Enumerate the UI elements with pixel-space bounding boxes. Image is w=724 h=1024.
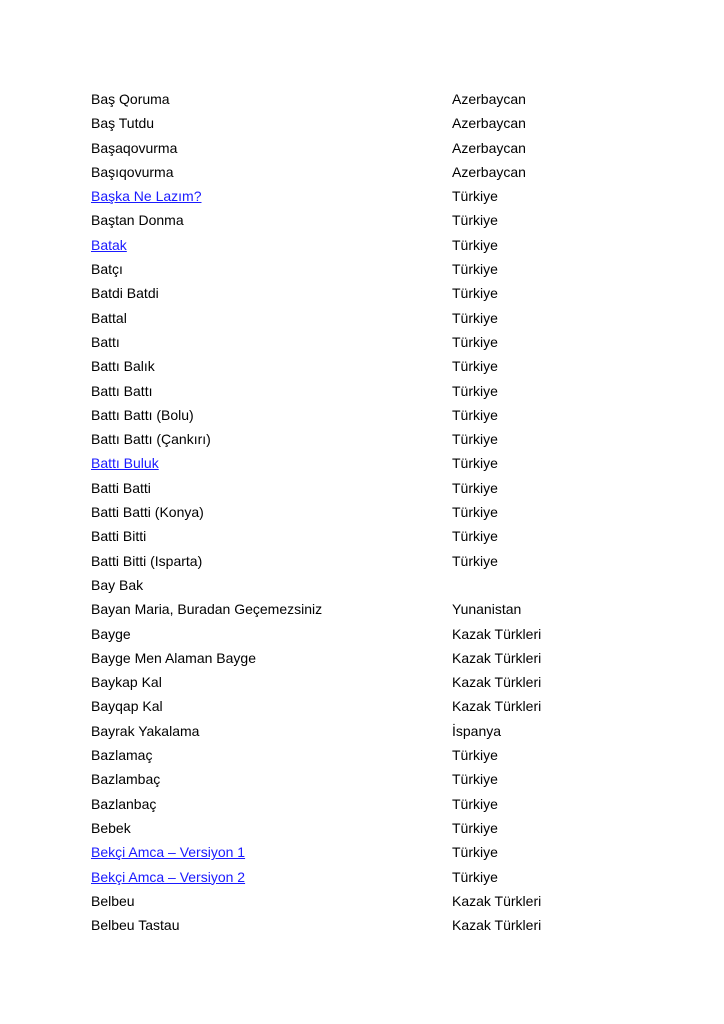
game-country: Türkiye — [452, 504, 498, 521]
game-country: Türkiye — [452, 188, 498, 205]
game-name: Baştan Donma — [91, 212, 184, 229]
list-row — [91, 792, 611, 816]
list-row — [91, 913, 611, 937]
game-name: Batçı — [91, 261, 123, 278]
list-row — [91, 597, 611, 621]
game-name: Başıqovurma — [91, 163, 174, 180]
game-name: Batti Bitti (Isparta) — [91, 552, 203, 569]
game-country: Azerbaycan — [452, 163, 526, 180]
game-name: Belbeu Tastau — [91, 917, 180, 934]
game-country: Türkiye — [452, 455, 498, 472]
game-name: Bazlambaç — [91, 771, 161, 788]
list-row — [91, 111, 611, 135]
game-name-link[interactable]: Batak — [91, 236, 127, 253]
game-name: Batdi Batdi — [91, 285, 159, 302]
game-name: Bayrak Yakalama — [91, 722, 200, 739]
game-name: Bayan Maria, Buradan Geçemezsiniz — [91, 601, 323, 618]
game-country: İspanya — [452, 722, 502, 739]
list-row — [91, 694, 611, 718]
game-name: Başaqovurma — [91, 139, 178, 156]
game-name: Batti Batti (Konya) — [91, 504, 204, 521]
game-name: Bazlamaç — [91, 747, 153, 764]
list-row — [91, 184, 611, 208]
game-country: Türkiye — [452, 479, 498, 496]
list-row — [91, 136, 611, 160]
game-country: Türkiye — [452, 236, 498, 253]
game-country: Türkiye — [452, 285, 498, 302]
game-list — [91, 87, 611, 937]
game-name: Batti Batti — [91, 479, 151, 496]
game-name: Battı Balık — [91, 358, 155, 375]
list-row — [91, 281, 611, 305]
list-row — [91, 451, 611, 475]
game-name: Baş Qoruma — [91, 91, 170, 107]
list-row — [91, 889, 611, 913]
list-row — [91, 549, 611, 573]
list-row — [91, 816, 611, 840]
game-country: Türkiye — [452, 771, 498, 788]
list-row — [91, 500, 611, 524]
list-row — [91, 379, 611, 403]
game-country: Kazak Türkleri — [452, 698, 542, 715]
game-country: Kazak Türkleri — [452, 674, 542, 691]
list-row — [91, 646, 611, 670]
game-country: Türkiye — [452, 333, 498, 350]
game-country: Türkiye — [452, 212, 498, 229]
list-row — [91, 354, 611, 378]
game-country: Türkiye — [452, 747, 498, 764]
list-row — [91, 840, 611, 864]
game-country: Kazak Türkleri — [452, 649, 542, 666]
game-country: Türkiye — [452, 868, 498, 885]
game-name: Battı Battı — [91, 382, 153, 399]
game-country: Azerbaycan — [452, 139, 526, 156]
list-row — [91, 865, 611, 889]
game-country: Türkiye — [452, 309, 498, 326]
list-row — [91, 767, 611, 791]
game-name: Bayqap Kal — [91, 698, 163, 715]
list-row — [91, 330, 611, 354]
game-country: Türkiye — [452, 406, 498, 423]
list-row — [91, 524, 611, 548]
game-country: Türkiye — [452, 431, 498, 448]
game-country: Türkiye — [452, 528, 498, 545]
game-name: Bay Bak — [91, 576, 144, 593]
game-name: Battal — [91, 309, 127, 326]
game-country: Türkiye — [452, 552, 498, 569]
list-row — [91, 306, 611, 330]
list-row — [91, 233, 611, 257]
game-name: Bebek — [91, 819, 131, 836]
game-name: Batti Bitti — [91, 528, 147, 545]
game-country: Türkiye — [452, 795, 498, 812]
game-name: Bayge Men Alaman Bayge — [91, 649, 256, 666]
game-name-link[interactable]: Battı Buluk — [91, 455, 159, 472]
game-country: Azerbaycan — [452, 91, 526, 107]
list-row — [91, 208, 611, 232]
game-name: Bayge — [91, 625, 131, 642]
list-row — [91, 573, 611, 597]
game-country: Kazak Türkleri — [452, 892, 542, 909]
game-name: Battı Battı (Bolu) — [91, 406, 194, 423]
list-row — [91, 622, 611, 646]
game-name-link[interactable]: Bekçi Amca – Versiyon 2 — [91, 868, 246, 885]
game-name: Baş Tutdu — [91, 115, 155, 132]
game-country: Türkiye — [452, 382, 498, 399]
list-row — [91, 743, 611, 767]
game-country: Türkiye — [452, 844, 498, 861]
game-country: Türkiye — [452, 261, 498, 278]
list-row — [91, 257, 611, 281]
game-country: Türkiye — [452, 819, 498, 836]
game-name: Baykap Kal — [91, 674, 162, 691]
list-row — [91, 476, 611, 500]
list-row — [91, 87, 611, 111]
game-country: Kazak Türkleri — [452, 917, 542, 934]
game-name: Battı — [91, 333, 120, 350]
game-name: Bazlanbaç — [91, 795, 157, 812]
list-row — [91, 670, 611, 694]
list-row — [91, 719, 611, 743]
game-country: Yunanistan — [452, 601, 522, 618]
list-row — [91, 427, 611, 451]
list-row — [91, 403, 611, 427]
game-name: Battı Battı (Çankırı) — [91, 431, 211, 448]
game-country: Azerbaycan — [452, 115, 526, 132]
game-name-link[interactable]: Başka Ne Lazım? — [91, 188, 202, 205]
list-row — [91, 160, 611, 184]
game-name-link[interactable]: Bekçi Amca – Versiyon 1 — [91, 844, 246, 861]
game-country: Kazak Türkleri — [452, 625, 542, 642]
game-country: Türkiye — [452, 358, 498, 375]
game-name: Belbeu — [91, 892, 135, 909]
